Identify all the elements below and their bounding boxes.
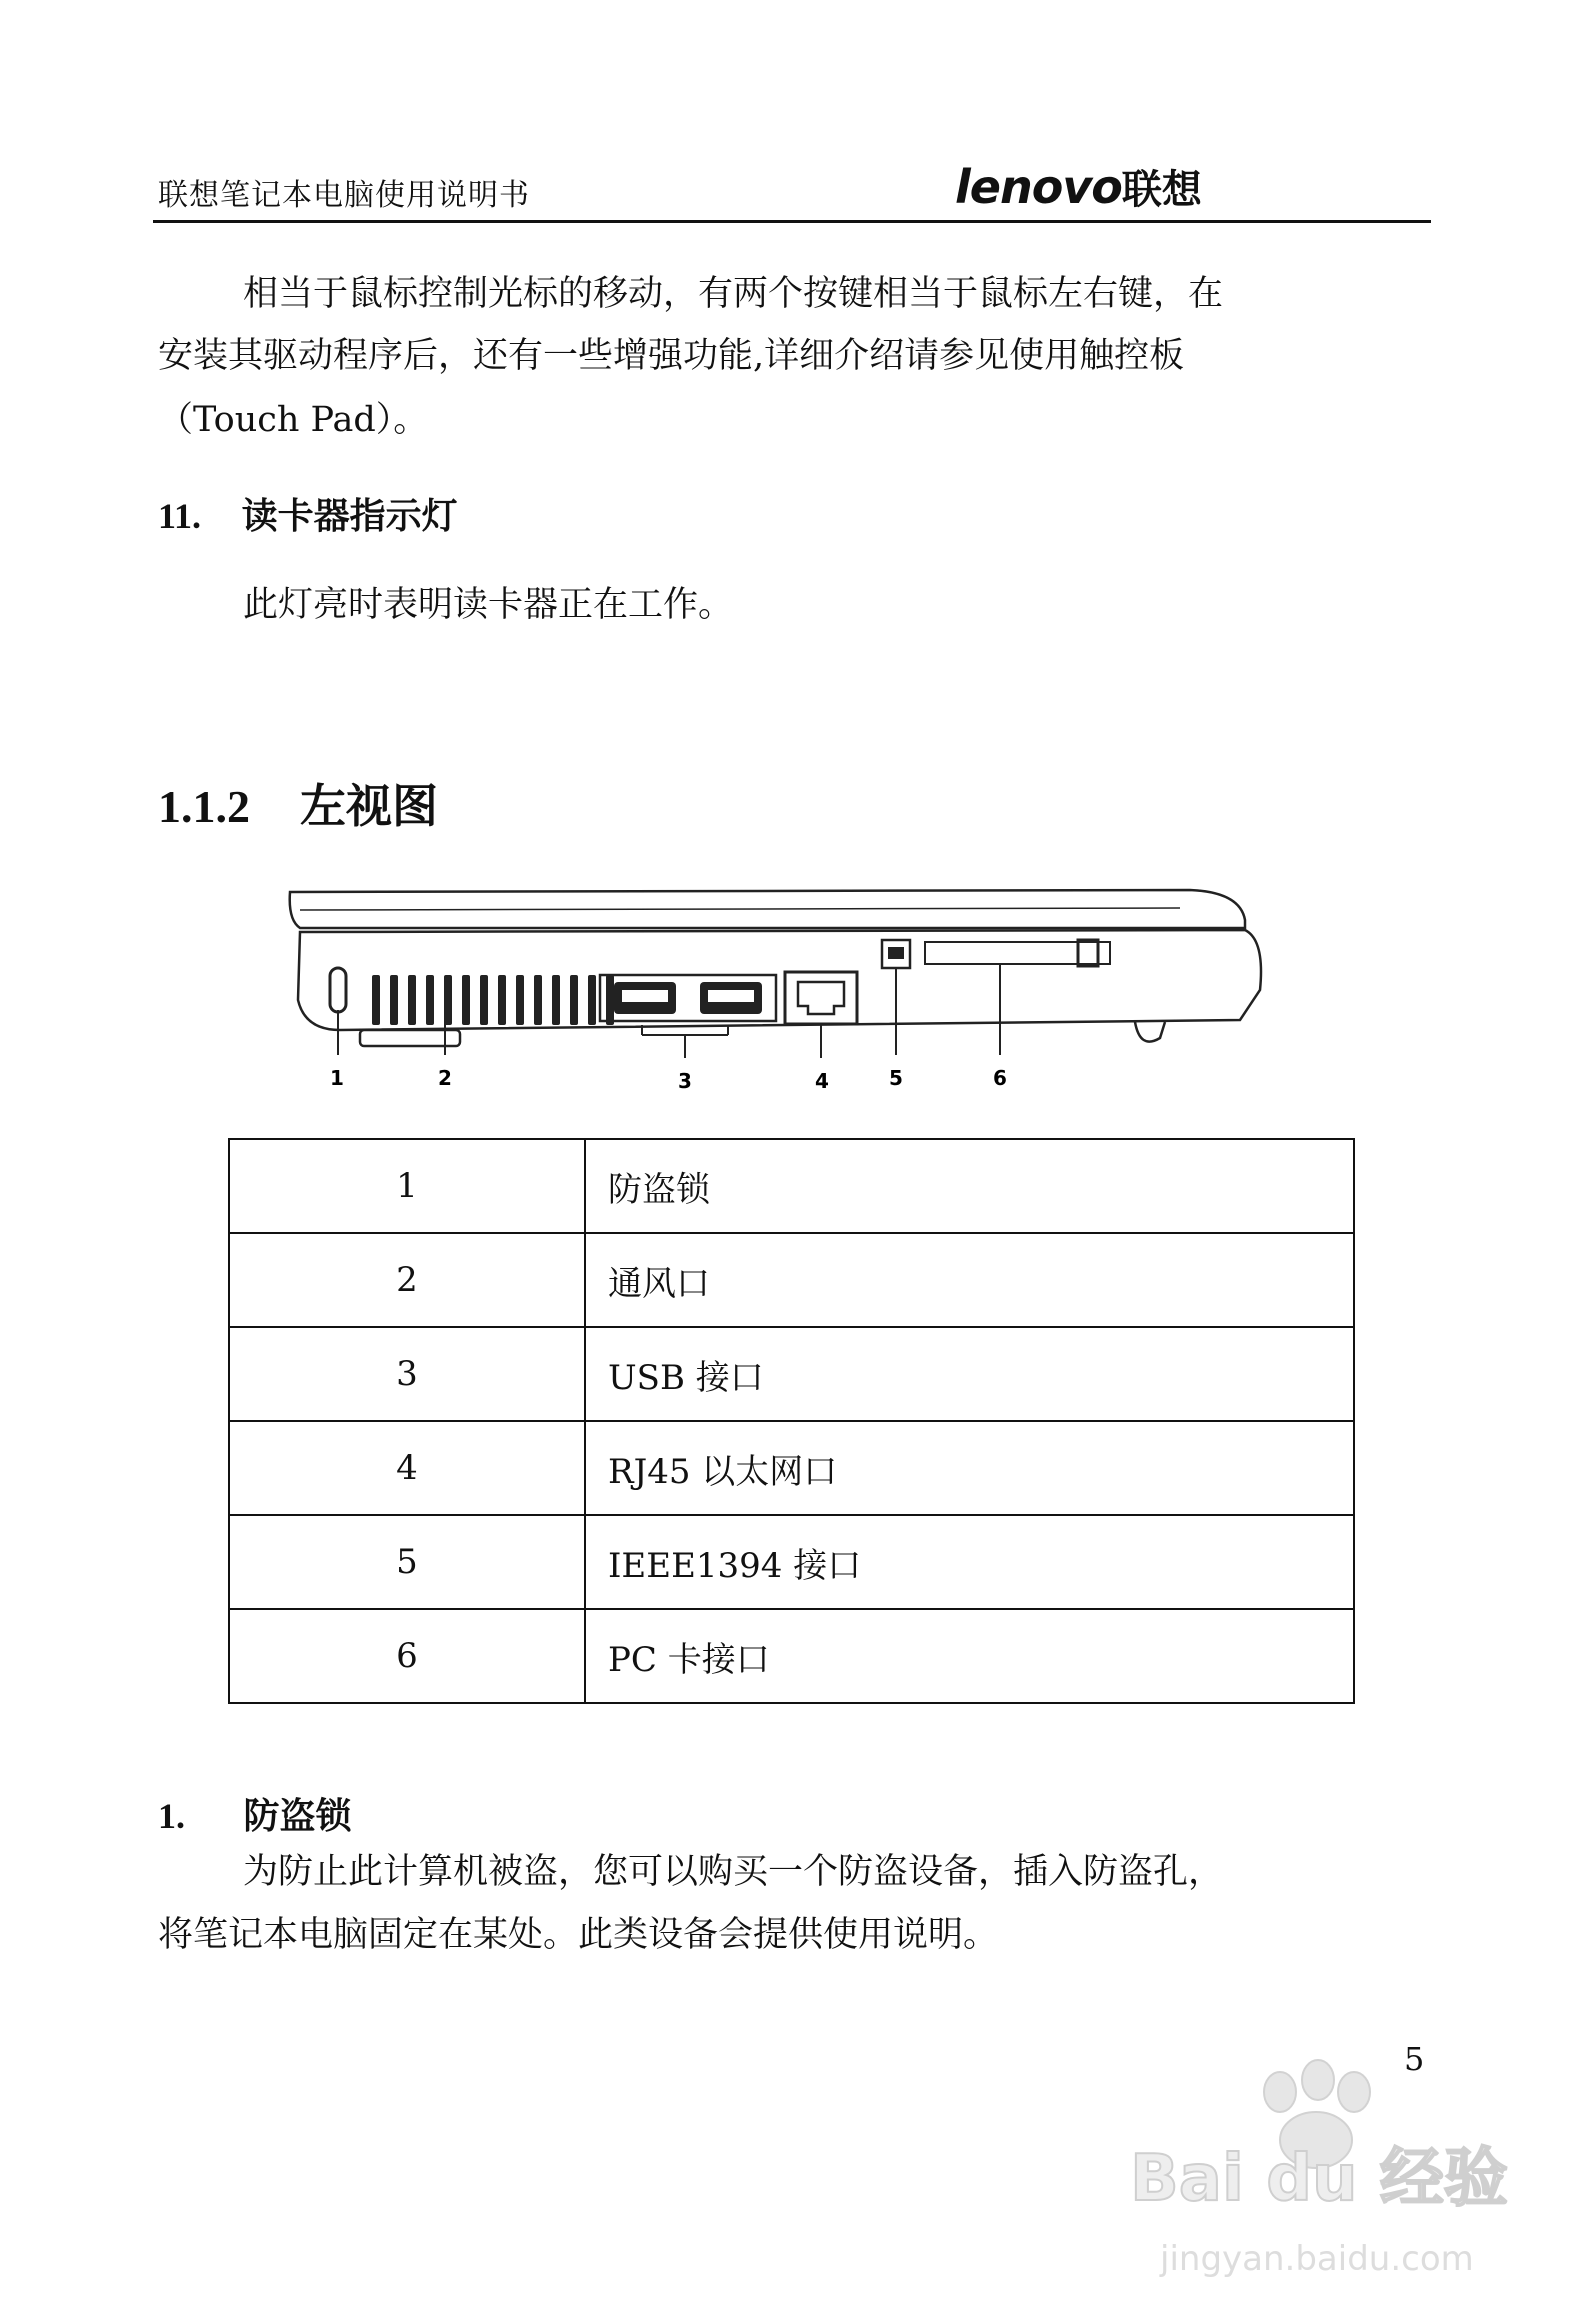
port-number: 3	[229, 1327, 585, 1421]
baidu-jingyan-watermark	[1120, 2040, 1520, 2300]
header-title: 联想笔记本电脑使用说明书	[158, 178, 530, 213]
intro-line-2: 安装其驱动程序后，还有一些增强功能,详细介绍请参见使用触控板	[158, 336, 1185, 376]
laptop-foot-right	[1135, 1022, 1165, 1042]
ports-table	[228, 1138, 1355, 1704]
port-number: 2	[229, 1233, 585, 1327]
laptop-left-view-diagram	[280, 880, 1280, 1100]
table-row	[229, 1609, 1354, 1703]
port-number: 4	[229, 1421, 585, 1515]
port-name: USB 接口	[585, 1327, 1354, 1421]
section-112-number: 1.1.2	[158, 781, 250, 832]
port-number: 5	[229, 1515, 585, 1609]
callout-6: 6	[993, 1066, 1007, 1090]
header-rule	[153, 220, 1431, 223]
intro-line-3: （Touch Pad）。	[158, 400, 429, 440]
port-number: 1	[229, 1139, 585, 1233]
callout-1: 1	[330, 1066, 344, 1090]
section-11-title: 读卡器指示灯	[241, 496, 458, 537]
section-11-body: 此灯亮时表明读卡器正在工作。	[243, 585, 734, 625]
callout-2: 2	[438, 1066, 452, 1090]
section-112-heading	[158, 770, 438, 836]
section-1-heading	[158, 1788, 352, 1839]
section-1-title: 防盗锁	[243, 1796, 352, 1837]
port-name: PC 卡接口	[585, 1609, 1354, 1703]
callout-4: 4	[815, 1069, 829, 1093]
section-112-title: 左视图	[300, 779, 439, 833]
lock-slot	[330, 968, 346, 1012]
section-1-line-2: 将笔记本电脑固定在某处。此类设备会提供使用说明。	[158, 1915, 999, 1955]
rj45-port	[785, 972, 857, 1024]
intro-line-1: 相当于鼠标控制光标的移动，有两个按键相当于鼠标左右键，在	[243, 274, 1224, 314]
logo-text: lenovo	[955, 160, 1122, 214]
vents	[372, 975, 614, 1025]
port-number: 6	[229, 1609, 585, 1703]
section-11-heading	[158, 488, 458, 539]
table-row	[229, 1233, 1354, 1327]
section-1-line-1: 为防止此计算机被盗，您可以购买一个防盗设备，插入防盗孔，	[243, 1852, 1224, 1892]
page-number: 5	[1404, 2040, 1425, 2078]
callout-5: 5	[889, 1066, 903, 1090]
port-name: 通风口	[585, 1233, 1354, 1327]
logo-cn: 联想	[1121, 167, 1202, 213]
table-row	[229, 1515, 1354, 1609]
port-name: RJ45 以太网口	[585, 1421, 1354, 1515]
pc-card-slot	[925, 942, 1110, 964]
watermark-text: Bai du 经验	[1130, 2142, 1508, 2216]
table-row	[229, 1139, 1354, 1233]
watermark-url: jingyan.baidu.com	[1160, 2239, 1474, 2279]
lenovo-logo	[955, 158, 1202, 215]
section-11-number: 11.	[158, 496, 202, 536]
table-row	[229, 1327, 1354, 1421]
table-row	[229, 1421, 1354, 1515]
pc-card-eject	[1078, 940, 1098, 966]
callout-3: 3	[678, 1069, 692, 1093]
port-name: IEEE1394 接口	[585, 1515, 1354, 1609]
port-name: 防盗锁	[585, 1139, 1354, 1233]
laptop-base	[298, 930, 1261, 1030]
section-1-number: 1.	[158, 1796, 185, 1836]
